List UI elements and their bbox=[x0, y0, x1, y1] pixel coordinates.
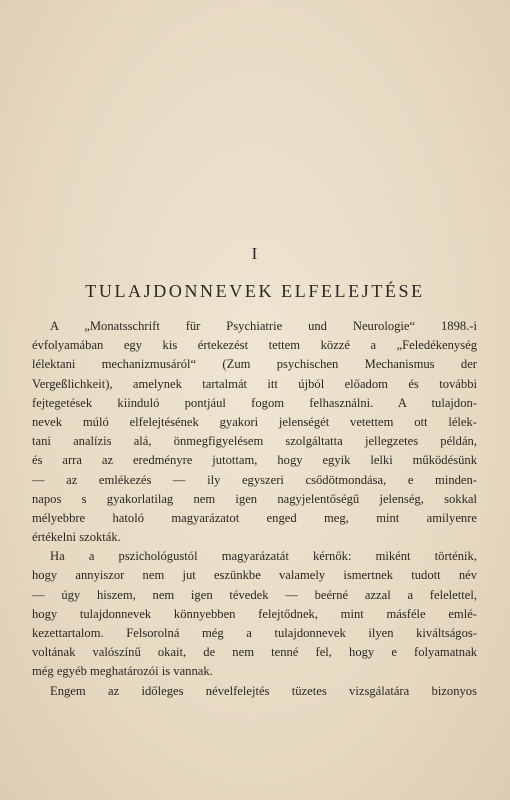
text-line: hogy annyiszor nem jut eszünkbe valamely ismertnek tudott név bbox=[32, 568, 477, 583]
text-line: Ha a pszichológustól magyarázatát kérnők: miként történik, bbox=[50, 549, 477, 564]
paragraph-3 bbox=[32, 682, 477, 701]
paragraph-2 bbox=[32, 547, 477, 681]
text-line: hogy tulajdonnevek könnyebben felejtődnek, mint másféle emlé- bbox=[32, 606, 477, 621]
text-line: mélyebbre hatoló magyarázatot enged meg, mint amilyenre bbox=[32, 510, 477, 525]
text-line: A „Monatsschrift für Psychiatrie und Neurologie“ 1898.-i bbox=[50, 319, 477, 333]
text-line: voltának valószínű okait, de nem tenné fel, hogy e folyamatnak bbox=[32, 645, 477, 660]
text-line: Engem az időleges névelfelejtés tüzetes vizsgálatára bizonyos bbox=[50, 683, 477, 698]
text-line: — úgy hiszem, nem igen tévedek — beérné azzal a felelettel, bbox=[32, 587, 477, 602]
text-line: fejtegetések kiinduló pontjául fogom felhasználni. A tulajdon- bbox=[32, 395, 477, 410]
text-line: és arra az eredményre jutottam, hogy egyik lelki működésünk bbox=[32, 453, 477, 468]
text-line: évfolyamában egy kis értekezést tettem közzé a „Feledékenység bbox=[32, 338, 477, 353]
paragraph-1 bbox=[32, 317, 477, 547]
text-line: nevek múló elfelejtésének gyakori jelenségét vetettem ott lélek- bbox=[32, 414, 477, 429]
text-line: lélektani mechanizmusáról“ (Zum psychischen Mechanismus der bbox=[32, 357, 477, 372]
text-line: tani analízis alá, önmegfigyelésem szolgáltatta jellegzetes példán, bbox=[32, 434, 477, 449]
text-line: Vergeßlichkeit), amelynek tartalmát itt újból előadom és további bbox=[32, 376, 477, 391]
text-line: még egyéb meghatározói is vannak. bbox=[32, 664, 213, 679]
text-line: napos s gyakorlatilag nem igen nagyjelentőségű jelenség, sokkal bbox=[32, 491, 477, 506]
text-line: értékelni szokták. bbox=[32, 530, 121, 545]
chapter-title: TULAJDONNEVEK ELFELEJTÉSE bbox=[85, 281, 425, 301]
chapter-number: I bbox=[251, 244, 259, 263]
body-text bbox=[32, 317, 477, 701]
text-line: kezettartalom. Felsorolná még a tulajdonnevek ilyen kiváltságos- bbox=[32, 626, 477, 640]
text-line: — az emlékezés — ily egyszeri csődötmondása, e minden- bbox=[32, 472, 477, 487]
